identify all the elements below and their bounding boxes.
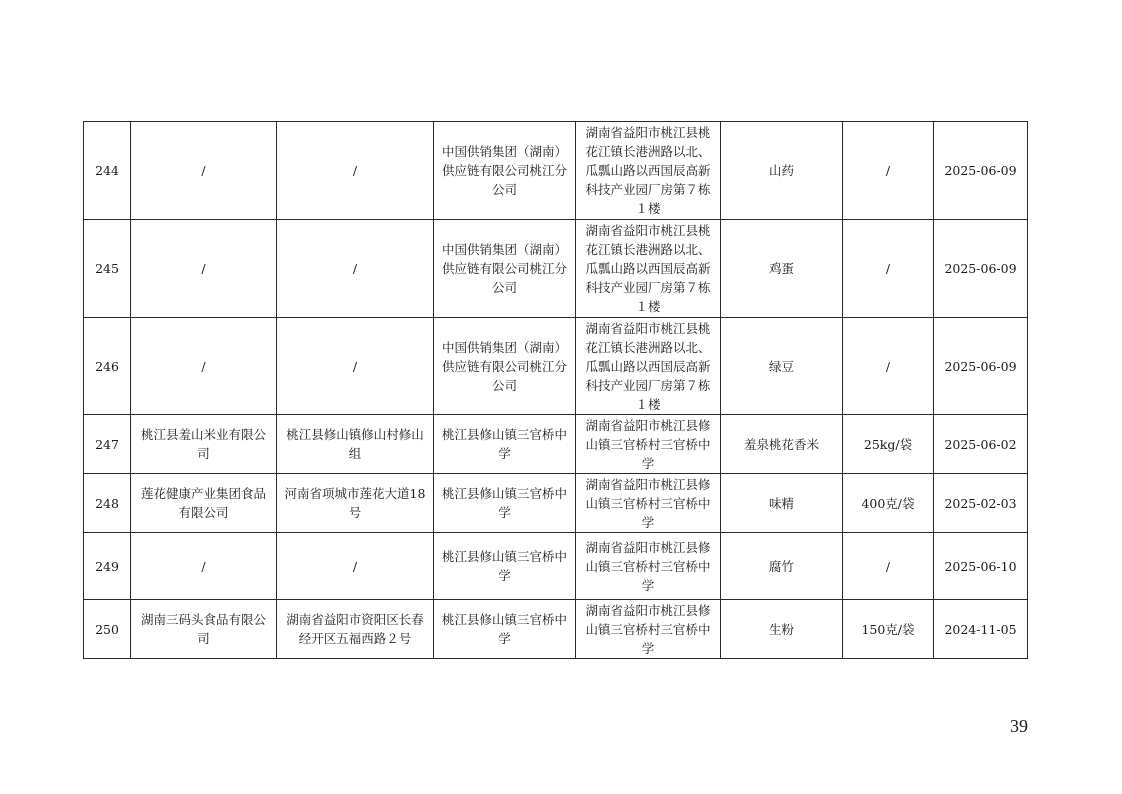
product-name: 山药: [721, 122, 843, 220]
sampled-unit: 桃江县修山镇三官桥中学: [434, 600, 576, 659]
row-number: 247: [84, 415, 131, 474]
row-number: 249: [84, 533, 131, 600]
manufacturer-address: 河南省项城市莲花大道18号: [277, 474, 434, 533]
table-row: [84, 600, 1028, 659]
production-date: 2025-06-09: [934, 318, 1028, 415]
sampled-unit: 中国供销集团（湖南）供应链有限公司桃江分公司: [434, 318, 576, 415]
production-date: 2025-06-10: [934, 533, 1028, 600]
manufacturer-address: /: [277, 533, 434, 600]
production-date: 2025-06-09: [934, 122, 1028, 220]
product-spec: 150克/袋: [843, 600, 934, 659]
sampled-unit: 中国供销集团（湖南）供应链有限公司桃江分公司: [434, 220, 576, 318]
sampled-unit: 桃江县修山镇三官桥中学: [434, 474, 576, 533]
product-spec: /: [843, 122, 934, 220]
sampled-unit-address: 湖南省益阳市桃江县桃花江镇长港洲路以北、瓜瓢山路以西国辰高新科技产业园厂房第７栋１楼: [576, 122, 721, 220]
manufacturer-address: 湖南省益阳市资阳区长春经开区五福西路２号: [277, 600, 434, 659]
product-spec: 400克/袋: [843, 474, 934, 533]
manufacturer-name: /: [131, 318, 277, 415]
sampling-results-table: [83, 121, 1028, 659]
production-date: 2025-06-09: [934, 220, 1028, 318]
product-name: 味精: [721, 474, 843, 533]
page-number: 39: [1010, 716, 1028, 736]
manufacturer-name: /: [131, 220, 277, 318]
production-date: 2025-02-03: [934, 474, 1028, 533]
row-number: 246: [84, 318, 131, 415]
sampled-unit-address: 湖南省益阳市桃江县修山镇三官桥村三官桥中学: [576, 415, 721, 474]
sampled-unit-address: 湖南省益阳市桃江县桃花江镇长港洲路以北、瓜瓢山路以西国辰高新科技产业园厂房第７栋１楼: [576, 220, 721, 318]
product-name: 生粉: [721, 600, 843, 659]
manufacturer-address: /: [277, 122, 434, 220]
table-row: [84, 220, 1028, 318]
sampled-unit-address: 湖南省益阳市桃江县修山镇三官桥村三官桥中学: [576, 474, 721, 533]
sampled-unit: 桃江县修山镇三官桥中学: [434, 415, 576, 474]
production-date: 2025-06-02: [934, 415, 1028, 474]
product-spec: /: [843, 533, 934, 600]
product-spec: 25kg/袋: [843, 415, 934, 474]
sampled-unit: 中国供销集团（湖南）供应链有限公司桃江分公司: [434, 122, 576, 220]
table-row: [84, 122, 1028, 220]
production-date: 2024-11-05: [934, 600, 1028, 659]
manufacturer-address: /: [277, 318, 434, 415]
table-row: [84, 318, 1028, 415]
product-name: 绿豆: [721, 318, 843, 415]
sampled-unit-address: 湖南省益阳市桃江县修山镇三官桥村三官桥中学: [576, 600, 721, 659]
manufacturer-address: /: [277, 220, 434, 318]
product-spec: /: [843, 220, 934, 318]
manufacturer-address: 桃江县修山镇修山村修山组: [277, 415, 434, 474]
row-number: 245: [84, 220, 131, 318]
row-number: 244: [84, 122, 131, 220]
row-number: 248: [84, 474, 131, 533]
product-name: 羞泉桃花香米: [721, 415, 843, 474]
table-row: [84, 474, 1028, 533]
manufacturer-name: /: [131, 533, 277, 600]
manufacturer-name: 湖南三码头食品有限公司: [131, 600, 277, 659]
manufacturer-name: 桃江县羞山米业有限公司: [131, 415, 277, 474]
table-row: [84, 415, 1028, 474]
table-row: [84, 533, 1028, 600]
product-spec: /: [843, 318, 934, 415]
sampled-unit-address: 湖南省益阳市桃江县桃花江镇长港洲路以北、瓜瓢山路以西国辰高新科技产业园厂房第７栋１楼: [576, 318, 721, 415]
row-number: 250: [84, 600, 131, 659]
product-name: 腐竹: [721, 533, 843, 600]
sampled-unit-address: 湖南省益阳市桃江县修山镇三官桥村三官桥中学: [576, 533, 721, 600]
product-name: 鸡蛋: [721, 220, 843, 318]
manufacturer-name: /: [131, 122, 277, 220]
manufacturer-name: 莲花健康产业集团食品有限公司: [131, 474, 277, 533]
sampled-unit: 桃江县修山镇三官桥中学: [434, 533, 576, 600]
table-body: [84, 122, 1028, 659]
